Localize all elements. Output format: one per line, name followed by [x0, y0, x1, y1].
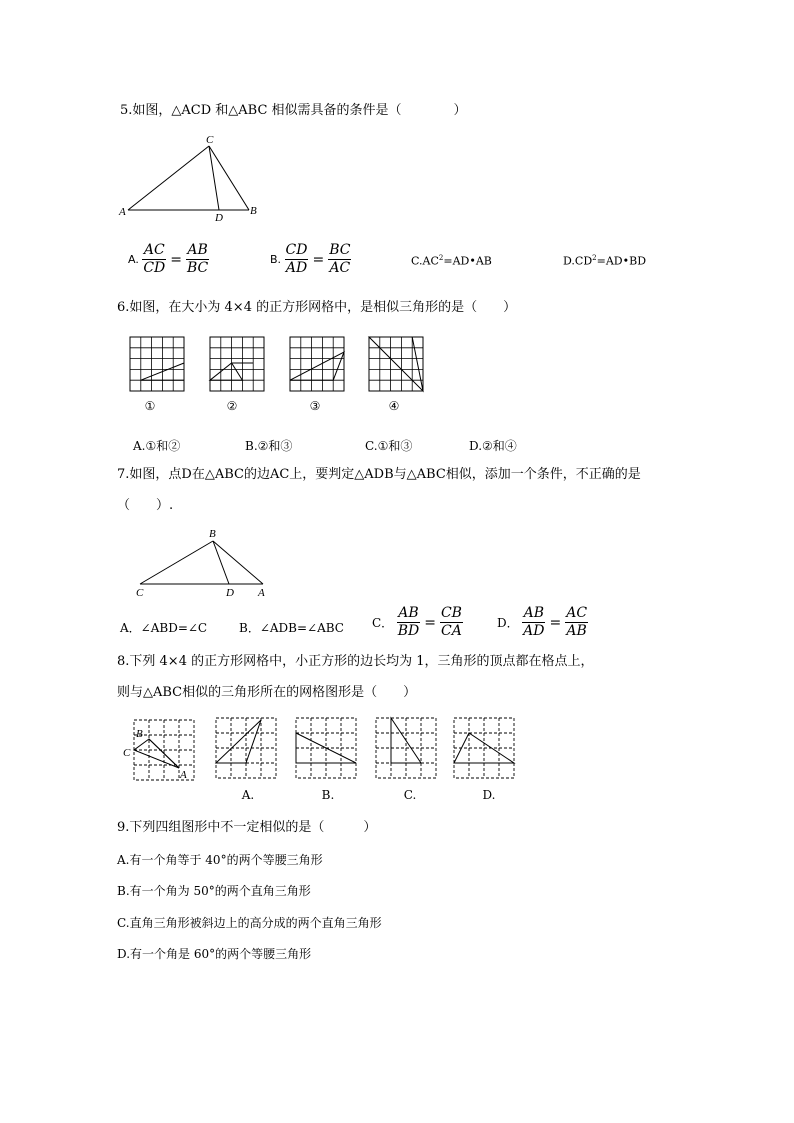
q7-option-c[interactable]: C． $\frac{AB}{BD}$ = $\frac{CB}{CA}$: [372, 605, 462, 639]
q7-label-c: C: [136, 587, 144, 599]
q8-label-b: B: [136, 728, 143, 740]
q6-label-1: ①: [144, 399, 156, 413]
q5-label-b: B: [250, 205, 257, 217]
q6-label-2: ②: [226, 399, 238, 413]
q6-option-c[interactable]: C.①和③: [365, 439, 413, 453]
q7-label-b: B: [209, 528, 216, 540]
q7-option-a[interactable]: A．∠ABD=∠C: [120, 621, 208, 635]
q9-stem: 9.下列四组图形中不一定相似的是（ ）: [117, 820, 377, 835]
q9-option-b[interactable]: B.有一个角为 50°的两个直角三角形: [117, 884, 311, 898]
q7-label-a: A: [258, 587, 265, 599]
q8-stem: 8.下列 4×4 的正方形网格中，小正方形的边长均为 1，三角形的顶点都在格点上，: [117, 654, 594, 669]
q7-label-d: D: [226, 587, 234, 599]
q8-label-option-c: C.: [403, 788, 417, 802]
q5-label-c: C: [206, 134, 214, 146]
q7-stem: 7.如图，点D在△ABC的边AC上，要判定△ADB与△ABC相似，添加一个条件，不正确的是: [117, 467, 641, 482]
q6-label-3: ③: [309, 399, 321, 413]
q5-option-d[interactable]: $D.CD^2=AD•BD$: [563, 254, 647, 268]
q5-option-c[interactable]: $C.AC^2=AD•AB$: [411, 254, 492, 268]
q9-option-c[interactable]: C.直角三角形被斜边上的高分成的两个直角三角形: [117, 916, 382, 930]
q8-label-c: C: [123, 747, 131, 759]
q5-option-a[interactable]: A. $\frac{AC}{CD}$ = $\frac{AB}{BC}$: [128, 242, 209, 276]
q5-stem: 5.如图，△ACD 和△ABC 相似需具备的条件是（ ）: [120, 103, 467, 118]
q8-stem-line2: 则与△ABC相似的三角形所在的网格图形是（ ）: [117, 685, 417, 700]
q7-option-b[interactable]: B．∠ADB=∠ABC: [239, 621, 344, 635]
q8-label-option-b: B.: [321, 788, 335, 802]
q8-label-option-d: D.: [482, 788, 496, 802]
q6-label-4: ④: [388, 399, 400, 413]
q8-label-a: A: [180, 769, 187, 781]
q6-option-a[interactable]: A.①和②: [133, 439, 181, 453]
q9-option-a[interactable]: A.有一个角等于 40°的两个等腰三角形: [117, 853, 323, 867]
q6-stem: 6.如图，在大小为 4×4 的正方形网格中，是相似三角形的是（ ）: [117, 300, 517, 315]
q5-label-a: A: [119, 206, 126, 218]
q9-option-d[interactable]: D.有一个角是 60°的两个等腰三角形: [117, 947, 312, 961]
q6-option-b[interactable]: B.②和③: [245, 439, 293, 453]
q5-label-d: D: [215, 212, 223, 224]
q7-option-d[interactable]: D． $\frac{AB}{AD}$ = $\frac{AC}{AB}$: [497, 605, 588, 639]
q6-option-d[interactable]: D.②和④: [469, 439, 517, 453]
q8-label-option-a: A.: [241, 788, 255, 802]
q7-stem-line2: （ ）.: [117, 498, 174, 513]
q5-option-b[interactable]: B. $\frac{CD}{AD}$ = $\frac{BC}{AC}$: [270, 242, 351, 276]
